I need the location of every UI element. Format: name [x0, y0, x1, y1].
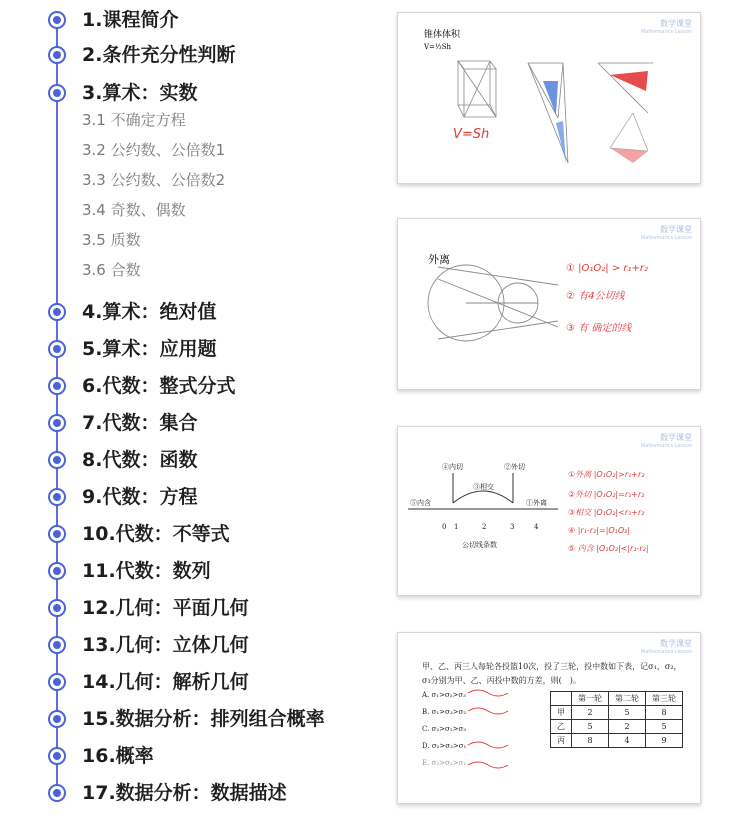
node-dot: [53, 51, 61, 59]
node-dot: [53, 89, 61, 97]
timeline-node: [48, 451, 66, 469]
note-line: ② 有4公切线: [566, 291, 625, 302]
timeline-node: [48, 84, 66, 102]
axis-tick: 3: [510, 523, 515, 531]
chapter-item[interactable]: 12.几何：平面几何: [82, 597, 249, 619]
question-text: σ₃分别为甲、乙、丙投中数的方差，则( )。: [422, 676, 581, 685]
chapter-item[interactable]: 8.代数：函数: [82, 449, 198, 471]
chapter-item[interactable]: 14.几何：解析几何: [82, 671, 249, 693]
table-row: 丙 8 4 9: [551, 734, 683, 748]
note-line: ①外离 |O₁O₂|>r₁+r₂: [568, 470, 645, 479]
card-title: 锥体体积: [424, 30, 461, 40]
question-text: 甲、乙、丙三人每轮各投篮10次，投了三轮，投中数如下表，记σ₁，σ₂，: [422, 662, 682, 671]
lecture-card-circles[interactable]: [397, 218, 701, 390]
chapter-item[interactable]: 2.条件充分性判断: [82, 44, 236, 66]
node-dot: [53, 641, 61, 649]
diagram-label: ⑤内含: [410, 499, 431, 507]
timeline-node: [48, 303, 66, 321]
note-line: ②外切 |O₁O₂|=r₁+r₂: [568, 490, 645, 499]
chapter-item[interactable]: 15.数据分析：排列组合概率: [82, 708, 325, 730]
node-dot: [53, 678, 61, 686]
sub-chapter-item[interactable]: 3.3 公约数、公倍数2: [82, 171, 226, 189]
note-line: ⑤ 内含 |O₁O₂|<|r₁-r₂|: [568, 544, 649, 553]
diagram-label: ③相交: [473, 483, 494, 491]
note-line: ④ |r₁-r₂|=|O₁O₂|: [568, 526, 631, 535]
node-dot: [53, 419, 61, 427]
note-line: ③ 有 确定的线: [566, 323, 632, 334]
sub-chapter-item[interactable]: 3.2 公约数、公倍数1: [82, 141, 226, 159]
node-dot: [53, 530, 61, 538]
sub-chapter-item[interactable]: 3.1 不确定方程: [82, 111, 186, 129]
diagram-label: ④内切: [442, 463, 463, 471]
diagram-label: ②外切: [504, 463, 525, 471]
timeline-node: [48, 414, 66, 432]
chapter-item[interactable]: 16.概率: [82, 745, 154, 767]
answer-option: A. σ₁>σ₂>σ₃: [422, 691, 466, 699]
node-dot: [53, 567, 61, 575]
chapter-item[interactable]: 6.代数：整式分式: [82, 375, 236, 397]
lecture-card-variance[interactable]: [397, 632, 701, 804]
timeline-node: [48, 636, 66, 654]
timeline-node: [48, 599, 66, 617]
table-row: 乙 5 2 5: [551, 720, 683, 734]
handwriting-overlay: [398, 633, 700, 803]
sub-chapter-item[interactable]: 3.6 合数: [82, 261, 141, 279]
node-dot: [53, 308, 61, 316]
node-dot: [53, 604, 61, 612]
axis-tick: 4: [534, 523, 539, 531]
node-dot: [53, 493, 61, 501]
chapter-item[interactable]: 13.几何：立体几何: [82, 634, 249, 656]
chapter-item[interactable]: 7.代数：集合: [82, 412, 198, 434]
timeline-node: [48, 377, 66, 395]
chapter-item[interactable]: 3.算术：实数: [82, 82, 198, 104]
diagram-label: ①外离: [526, 499, 547, 507]
timeline-node: [48, 340, 66, 358]
note-line: ③相交 |O₁O₂|<r₁+r₂: [568, 508, 645, 517]
brand-logo: 数学课堂 Mathematics Lesson: [640, 433, 692, 449]
chapter-item[interactable]: 9.代数：方程: [82, 486, 198, 508]
volume-formula: V=⅓Sh: [424, 43, 452, 51]
axis-tick: 0: [442, 523, 447, 531]
node-dot: [53, 456, 61, 464]
timeline-node: [48, 710, 66, 728]
answer-option: C. σ₂>σ₁>σ₃: [422, 725, 467, 733]
node-dot: [53, 789, 61, 797]
chapter-item[interactable]: 10.代数：不等式: [82, 523, 230, 545]
circles-sketch: [398, 219, 700, 389]
timeline-node: [48, 525, 66, 543]
handwritten-formula: V=Sh: [453, 127, 490, 142]
answer-option: B. σ₁>σ₃>σ₂: [422, 708, 467, 716]
chapter-item[interactable]: 17.数据分析：数据描述: [82, 782, 287, 804]
node-dot: [53, 16, 61, 24]
diagram-caption: 公切线条数: [462, 541, 497, 549]
table-header-row: 第一轮 第二轮 第三轮: [551, 692, 683, 706]
timeline-node: [48, 562, 66, 580]
chapter-item[interactable]: 5.算术：应用题: [82, 338, 217, 360]
brand-logo: 数学课堂 Mathematics Lesson: [640, 225, 692, 241]
node-dot: [53, 715, 61, 723]
chapter-item[interactable]: 4.算术：绝对值: [82, 301, 217, 323]
node-dot: [53, 345, 61, 353]
card-title: 外离: [428, 253, 450, 266]
timeline-node: [48, 46, 66, 64]
timeline-node: [48, 673, 66, 691]
node-dot: [53, 752, 61, 760]
brand-logo: 数学课堂 Mathematics Lesson: [640, 19, 692, 35]
answer-option: E. σ₃>σ₂>σ₁: [422, 759, 467, 767]
timeline-node: [48, 784, 66, 802]
chapter-item[interactable]: 11.代数：数列: [82, 560, 211, 582]
brand-logo: 数学课堂 Mathematics Lesson: [640, 639, 692, 655]
axis-tick: 1: [454, 523, 459, 531]
table-row: 甲 2 5 8: [551, 706, 683, 720]
pyramid-sketch: [398, 13, 700, 183]
timeline-node: [48, 488, 66, 506]
sub-chapter-item[interactable]: 3.4 奇数、偶数: [82, 201, 186, 219]
timeline-node: [48, 747, 66, 765]
note-line: ① |O₁O₂| > r₁+r₂: [566, 263, 648, 274]
sub-chapter-item[interactable]: 3.5 质数: [82, 231, 141, 249]
answer-option: D. σ₂>σ₃>σ₁: [422, 742, 467, 750]
lecture-card-numberline[interactable]: [397, 426, 701, 596]
numberline-sketch: [398, 427, 700, 595]
timeline-node: [48, 11, 66, 29]
chapter-item[interactable]: 1.课程简介: [82, 9, 179, 31]
lecture-card-pyramid[interactable]: [397, 12, 701, 184]
node-dot: [53, 382, 61, 390]
axis-tick: 2: [482, 523, 487, 531]
